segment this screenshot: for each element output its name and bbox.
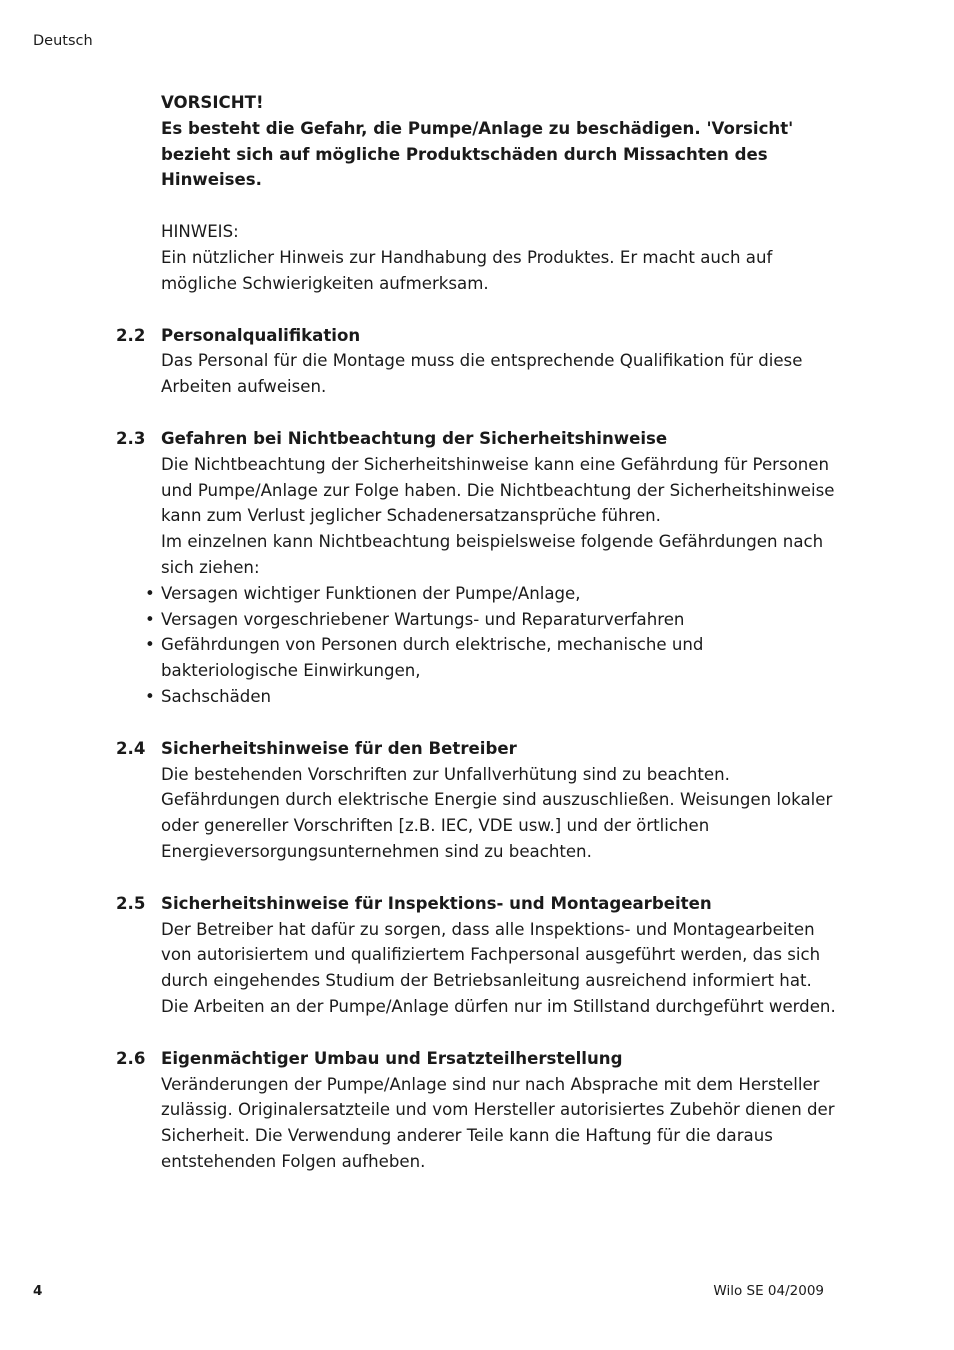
caution-text: Es besteht die Gefahr, die Pumpe/Anlage zu beschädigen. 'Vorsicht' bezieht sich auf mögliche Produktschäden durch Missachten des Hinweises. <box>161 118 794 190</box>
note-text: Ein nützlicher Hinweis zur Handhabung des Produktes. Er macht auch auf mögliche Schwierigkeiten aufmerksam. <box>161 247 773 293</box>
section-2-5 <box>116 891 841 1020</box>
section-paragraph: Veränderungen der Pumpe/Anlage sind nur nach Absprache mit dem Hersteller zulässig. Originalersatzteile und vom Hersteller autorisiertes Zubehör dienen der Sicherheit. Die Verwendung anderer Teile kann die Haftung für die daraus entstehenden Folgen aufheben. <box>161 1074 835 1171</box>
section-paragraph: Im einzelnen kann Nichtbeachtung beispielsweise folgende Gefährdungen nach sich ziehen: <box>161 532 824 577</box>
section-title: Eigenmächtiger Umbau und Ersatzteilherstellung <box>161 1048 623 1068</box>
section-2-2 <box>116 323 841 400</box>
section-title: Personalqualifikation <box>161 325 361 345</box>
section-paragraph: Die Nichtbeachtung der Sicherheitshinweise kann eine Gefährdung für Personen und Pumpe/Anlage zur Folge haben. Die Nichtbeachtung der Sicherheitshinweise kann zum Verlust jeglicher Schadenersatzansprüche führen. <box>161 454 835 526</box>
section-2-6 <box>116 1046 841 1175</box>
section-number: 2.2 <box>116 325 146 345</box>
section-paragraph: Das Personal für die Montage muss die entsprechende Qualifikation für diese Arbeiten aufweisen. <box>161 351 803 397</box>
list-item: • Sachschäden <box>161 684 841 710</box>
section-paragraph: Die bestehenden Vorschriften zur Unfallverhütung sind zu beachten. Gefährdungen durch elektrische Energie sind auszuschließen. Weisungen lokaler oder genereller Vorschriften [z.B. IEC, VDE usw.] und der örtlichen Energieversorgungsunternehmen sind zu beachten. <box>161 764 833 861</box>
section-number: 2.5 <box>116 893 146 913</box>
section-number: 2.4 <box>116 738 146 758</box>
note-title: HINWEIS: <box>161 222 239 242</box>
section-number: 2.3 <box>116 428 146 448</box>
list-item: • Versagen vorgeschriebener Wartungs- und Reparaturverfahren <box>161 607 841 633</box>
caution-notice <box>161 90 841 193</box>
list-item: • Versagen wichtiger Funktionen der Pumpe/Anlage, <box>161 581 841 607</box>
page-header-language: Deutsch <box>33 33 93 49</box>
section-title: Gefahren bei Nichtbeachtung der Sicherheitshinweise <box>161 428 668 448</box>
section-paragraph: Der Betreiber hat dafür zu sorgen, dass alle Inspektions- und Montagearbeiten von autorisiertem und qualifiziertem Fachpersonal ausgeführt werden, das sich durch eingehendes Studium der Betriebsanleitung ausreichend informiert hat. <box>161 919 821 991</box>
hazard-list <box>161 581 841 710</box>
document-body <box>116 90 841 1201</box>
page-number: 4 <box>33 1283 43 1299</box>
section-2-4 <box>116 736 841 865</box>
section-2-3 <box>116 426 841 710</box>
footer-publisher: Wilo SE 04/2009 <box>713 1283 824 1299</box>
section-title: Sicherheitshinweise für Inspektions- und Montagearbeiten <box>161 893 712 913</box>
section-title: Sicherheitshinweise für den Betreiber <box>161 738 517 758</box>
caution-title: VORSICHT! <box>161 93 264 112</box>
section-number: 2.6 <box>116 1048 146 1068</box>
note-notice <box>161 219 841 296</box>
list-item: • Gefährdungen von Personen durch elektrische, mechanische und bakteriologische Einwirkungen, <box>161 632 841 684</box>
section-paragraph: Die Arbeiten an der Pumpe/Anlage dürfen nur im Stillstand durchgeführt werden. <box>161 996 836 1016</box>
